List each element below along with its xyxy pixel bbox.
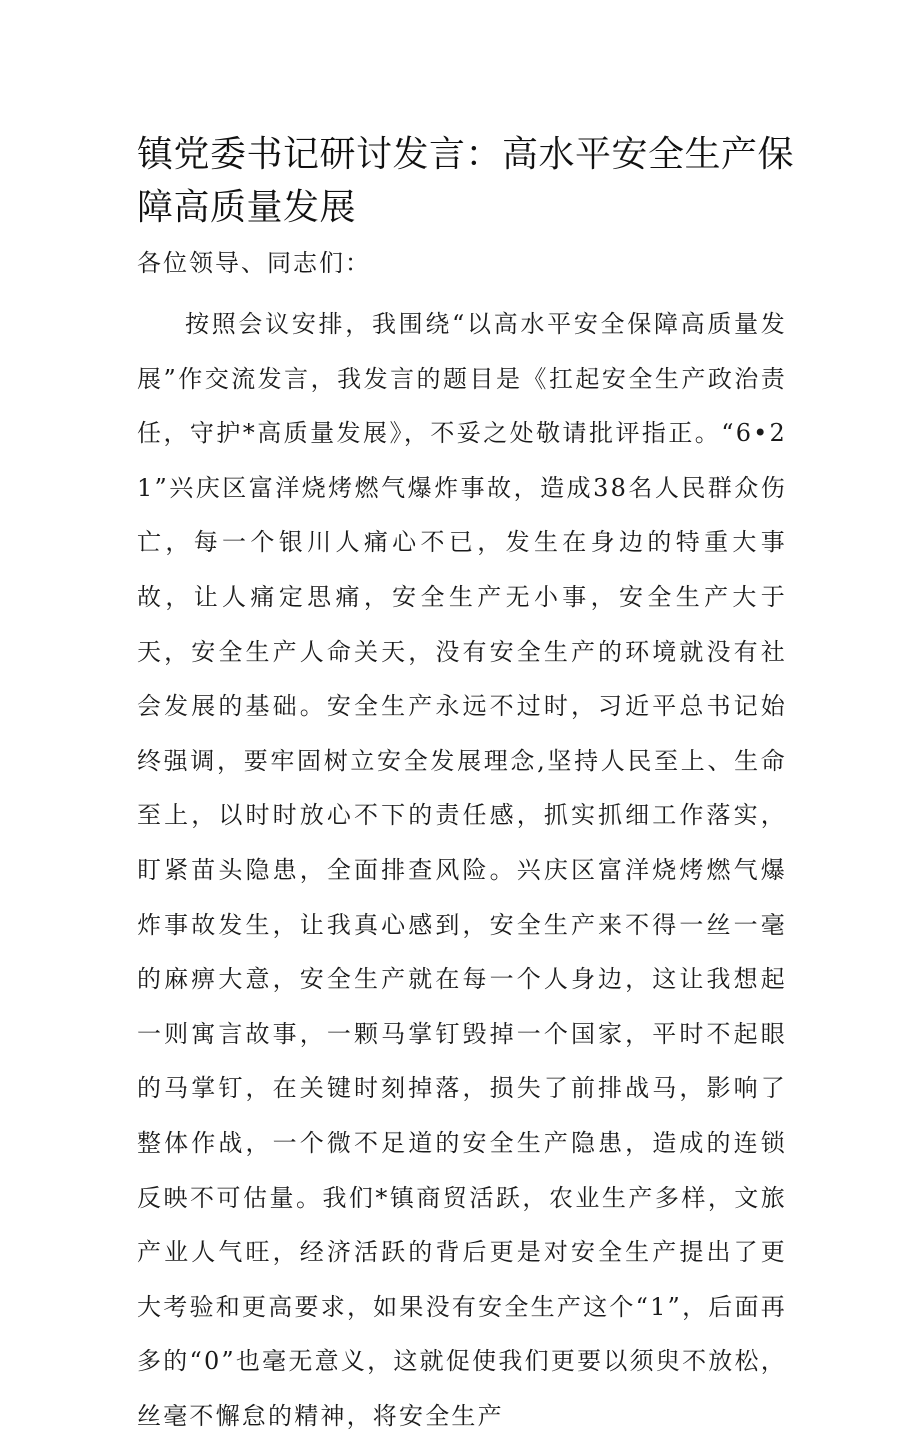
document-title: 镇党委书记研讨发言：高水平安全生产保障高质量发展 <box>137 134 795 228</box>
salutation: 各位领导、同志们： <box>137 249 371 277</box>
body-paragraph: 按照会议安排，我围绕“以高水平安全保障高质量发展”作交流发言，我发言的题目是《扛起安全生产政治责任，守护*高质量发展》，不妥之处敬请批评指正。“6•21”兴庆区富洋烧烤燃气爆炸事故，造成38名人民群众伤亡，每一个银川人痛心不已，发生在身边的特重大事故，让人痛定思痛，安全生产无小事，安全生产大于天，安全生产人命关天，没有安全生产的环境就没有社会发展的基础。安全生产永远不过时，习近平总书记始终强调，要牢固树立安全发展理念,坚持人民至上、生命至上，以时时放心不下的责任感，抓实抓细工作落实，盯紧苗头隐患，全面排查风险。兴庆区富洋烧烤燃气爆炸事故发生，让我真心感到，安全生产来不得一丝一毫的麻痹大意，安全生产就在每一个人身边，这让我想起一则寓言故事，一颗马掌钉毁掉一个国家，平时不起眼的马掌钉，在关键时刻掉落，损失了前排战马，影响了整体作战，一个微不足道的安全生产隐患，造成的连锁反映不可估量。我们*镇商贸活跃，农业生产多样，文旅产业人气旺，经济活跃的背后更是对安全生产提出了更大考验和更高要求，如果没有安全生产这个“1”，后面再多的“0”也毫无意义，这就促使我们更要以须臾不放松，丝毫不懈怠的精神，将安全生产 <box>137 310 787 1430</box>
